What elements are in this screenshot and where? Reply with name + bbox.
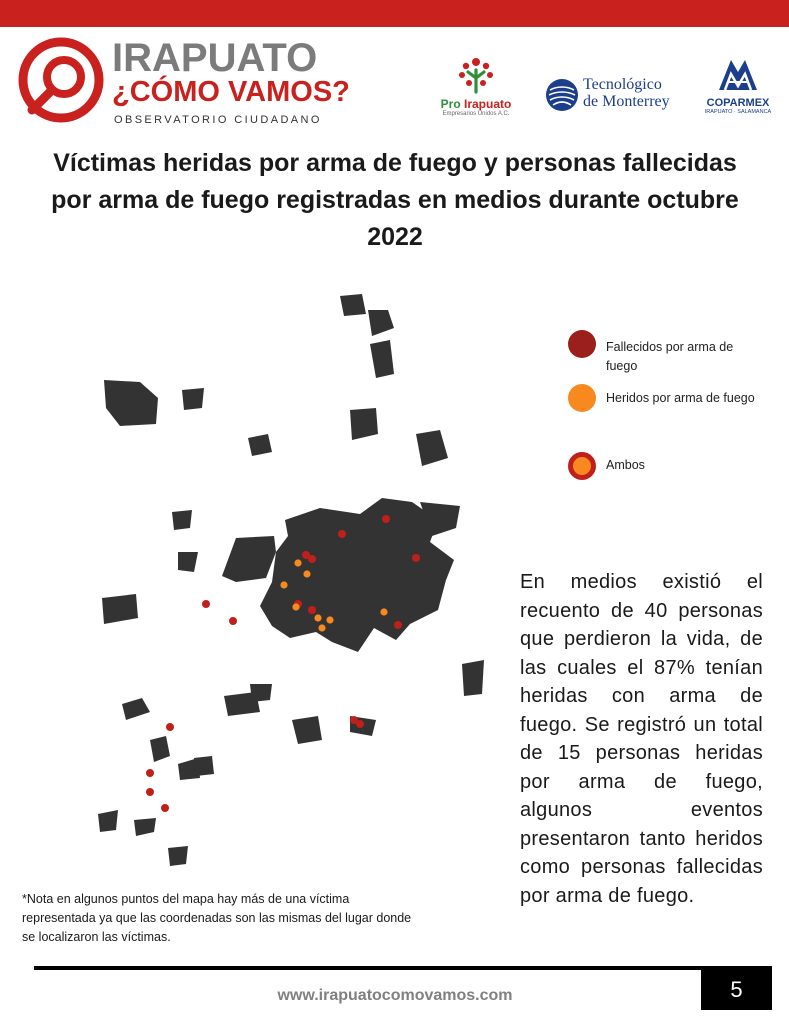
footer-url[interactable]: www.irapuatocomovamos.com <box>277 987 513 1004</box>
irapuato-map <box>60 280 500 900</box>
wounded-point <box>294 559 301 566</box>
map-area-s-8 <box>98 810 118 832</box>
page-title: Víctimas heridas por arma de fuego y personas fallecidas por arma de fuego registradas en medios durante octubre 2022 <box>51 149 739 251</box>
wounded-point <box>326 616 333 623</box>
top-color-bar <box>0 0 789 27</box>
deceased-point <box>146 769 154 777</box>
tec-globe-icon <box>545 78 579 112</box>
page-number: 5 <box>701 969 772 1010</box>
map-area-s-12 <box>122 698 150 720</box>
map-note: *Nota en algunos puntos del mapa hay más de una víctima representada ya que las coordenadas son las mismas del lugar donde se localizaron las víctimas. <box>22 892 412 944</box>
pro-irapuato-name: Pro Irapuato <box>440 97 512 111</box>
map-areas <box>98 294 500 866</box>
map-area-w-1 <box>102 594 138 624</box>
deceased-point <box>161 804 169 812</box>
wounded-point <box>314 614 321 621</box>
tec-name-line1: Tecnológico <box>583 76 662 93</box>
pro-irapuato-icon <box>456 56 496 94</box>
legend-deceased-swatch <box>568 330 596 358</box>
map-area-s-9 <box>168 846 188 866</box>
map-area-north-5 <box>340 294 366 316</box>
irapuato-como-vamos-logo <box>18 34 350 130</box>
deceased-point <box>356 720 364 728</box>
legend-both-label: Ambos <box>606 458 645 472</box>
coparmex-name: COPARMEX <box>706 97 770 109</box>
deceased-point <box>338 530 346 538</box>
map-area-s-1 <box>292 716 322 744</box>
wounded-point <box>292 603 299 610</box>
deceased-point <box>394 621 402 629</box>
legend-both-swatch <box>568 452 596 480</box>
deceased-point <box>229 617 237 625</box>
map-area-west <box>222 536 276 582</box>
tec-monterrey-logo <box>543 76 683 110</box>
legend-wounded-label: Heridos por arma de fuego <box>606 391 755 405</box>
map-area-w-3 <box>172 510 192 530</box>
magnifier-logo-icon <box>18 37 104 123</box>
legend-wounded-swatch <box>568 384 596 412</box>
deceased-point <box>166 723 174 731</box>
deceased-point <box>308 606 316 614</box>
map-area-s-4 <box>150 736 170 762</box>
brand-title: IRAPUATO <box>112 36 318 80</box>
map-area-w-4 <box>182 388 204 410</box>
wounded-point <box>280 581 287 588</box>
footer-rule <box>34 966 772 970</box>
map-area-s-11 <box>250 684 272 702</box>
brand-subtitle: ¿CÓMO VAMOS? <box>112 76 350 108</box>
wounded-point <box>380 608 387 615</box>
map-area-north-2 <box>350 408 378 440</box>
deceased-point <box>146 788 154 796</box>
deceased-point <box>382 515 390 523</box>
wounded-point <box>318 624 325 631</box>
map-area-north-3 <box>416 430 448 466</box>
deceased-point <box>202 600 210 608</box>
legend-deceased-label: Fallecidos por arma de fuego <box>606 340 734 373</box>
tec-name-line2: de Monterrey <box>583 93 670 110</box>
deceased-point <box>308 555 316 563</box>
map-area-s-10 <box>462 660 484 696</box>
wounded-point <box>303 570 310 577</box>
pro-irapuato-logo <box>434 56 518 117</box>
map-area-nw-large <box>104 380 158 426</box>
coparmex-logo <box>698 56 778 115</box>
map-area-city <box>260 498 454 652</box>
summary-paragraph: En medios existió el recuento de 40 personas que perdieron la vida, de las cuales el 87% tenían heridas con arma de fuego. Se registró un total de 15 personas heridas por arma de fuego, algunos eventos presentaron tanto heridos como personas fallecidas por arma de fuego. <box>520 571 763 907</box>
deceased-point <box>412 554 420 562</box>
pro-irapuato-small: Empresarios Unidos A.C. <box>442 111 510 117</box>
map-area-north-4 <box>370 340 394 378</box>
brand-tagline: OBSERVATORIO CIUDADANO <box>114 114 322 126</box>
map-area-w-5 <box>248 434 272 456</box>
map-area-s-6 <box>134 818 156 836</box>
coparmex-icon <box>715 56 761 92</box>
map-area-s-7 <box>194 756 214 776</box>
map-area-north-1 <box>368 310 394 336</box>
coparmex-small: IRAPUATO · SALAMANCA <box>704 109 772 115</box>
map-area-w-2 <box>178 552 198 572</box>
